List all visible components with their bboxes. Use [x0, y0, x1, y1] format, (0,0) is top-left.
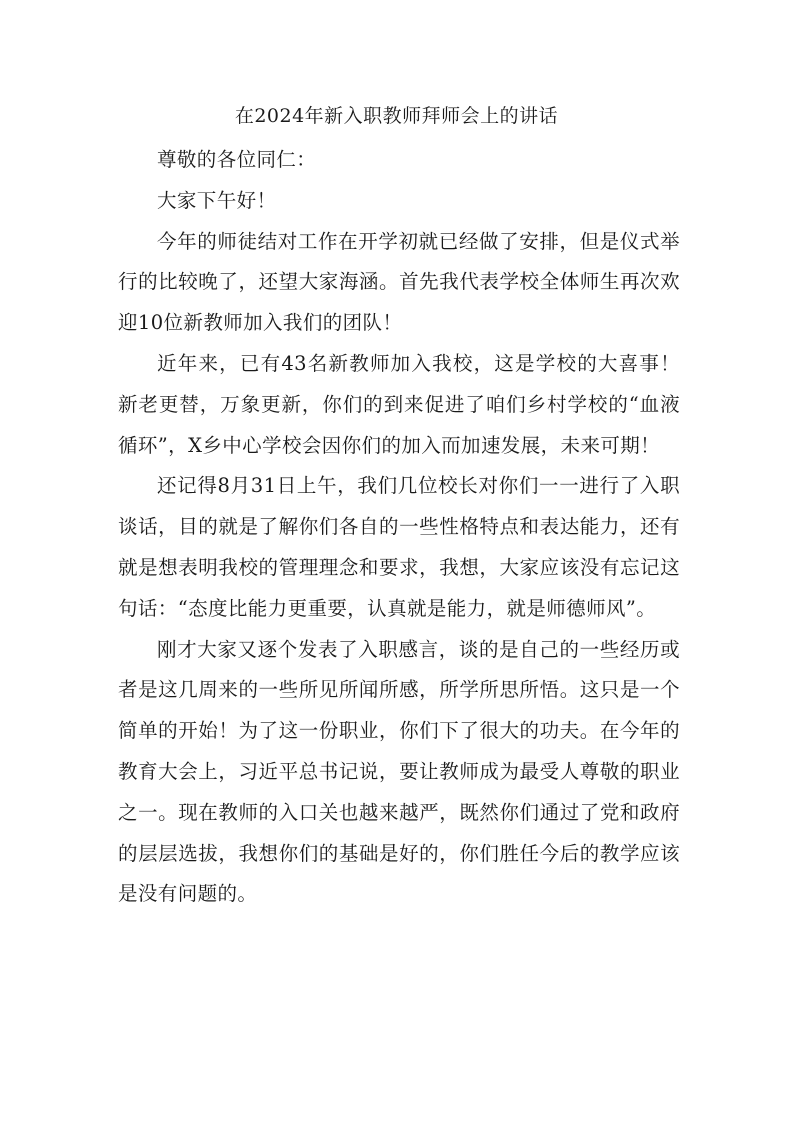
greeting: 大家下午好！: [157, 188, 277, 212]
paragraph-interview: 还记得8月31日上午，我们几位校长对你们一一进行了入职谈话，目的就是了解你们各自的一些性格特点和表达能力，还有就是想表明我校的管理理念和要求，我想，大家应该没有忘记这句话：“态度比能力更重要，认真就是能力，就是师德师风”。: [118, 474, 680, 620]
paragraph-new-teachers: 近年来，已有43名新教师加入我校，这是学校的大喜事！新老更替，万象更新，你们的到来促进了咱们乡村学校的“血液循环”，X乡中心学校会因你们的加入而加速发展，未来可期！: [118, 351, 680, 457]
document-title: 在2024年新入职教师拜师会上的讲话: [234, 105, 559, 127]
document-body: [118, 140, 680, 915]
paragraph-welcome: 今年的师徒结对工作在开学初就已经做了安排，但是仪式举行的比较晚了，还望大家海涵。首先我代表学校全体师生再次欢迎10位新教师加入我们的团队！: [118, 229, 680, 335]
paragraph-testimonials: 刚才大家又逐个发表了入职感言，谈的是自己的一些经历或者是这几周来的一些所见所闻所感，所学所思所悟。这只是一个简单的开始！为了这一份职业，你们下了很大的功夫。在今年的教育大会上，习近平总书记说，要让教师成为最受人尊敬的职业之一。现在教师的入口关也越来越严，既然你们通过了党和政府的层层选拔，我想你们的基础是好的，你们胜任今后的教学应该是没有问题的。: [118, 637, 680, 906]
salutation: 尊敬的各位同仁：: [157, 148, 317, 171]
